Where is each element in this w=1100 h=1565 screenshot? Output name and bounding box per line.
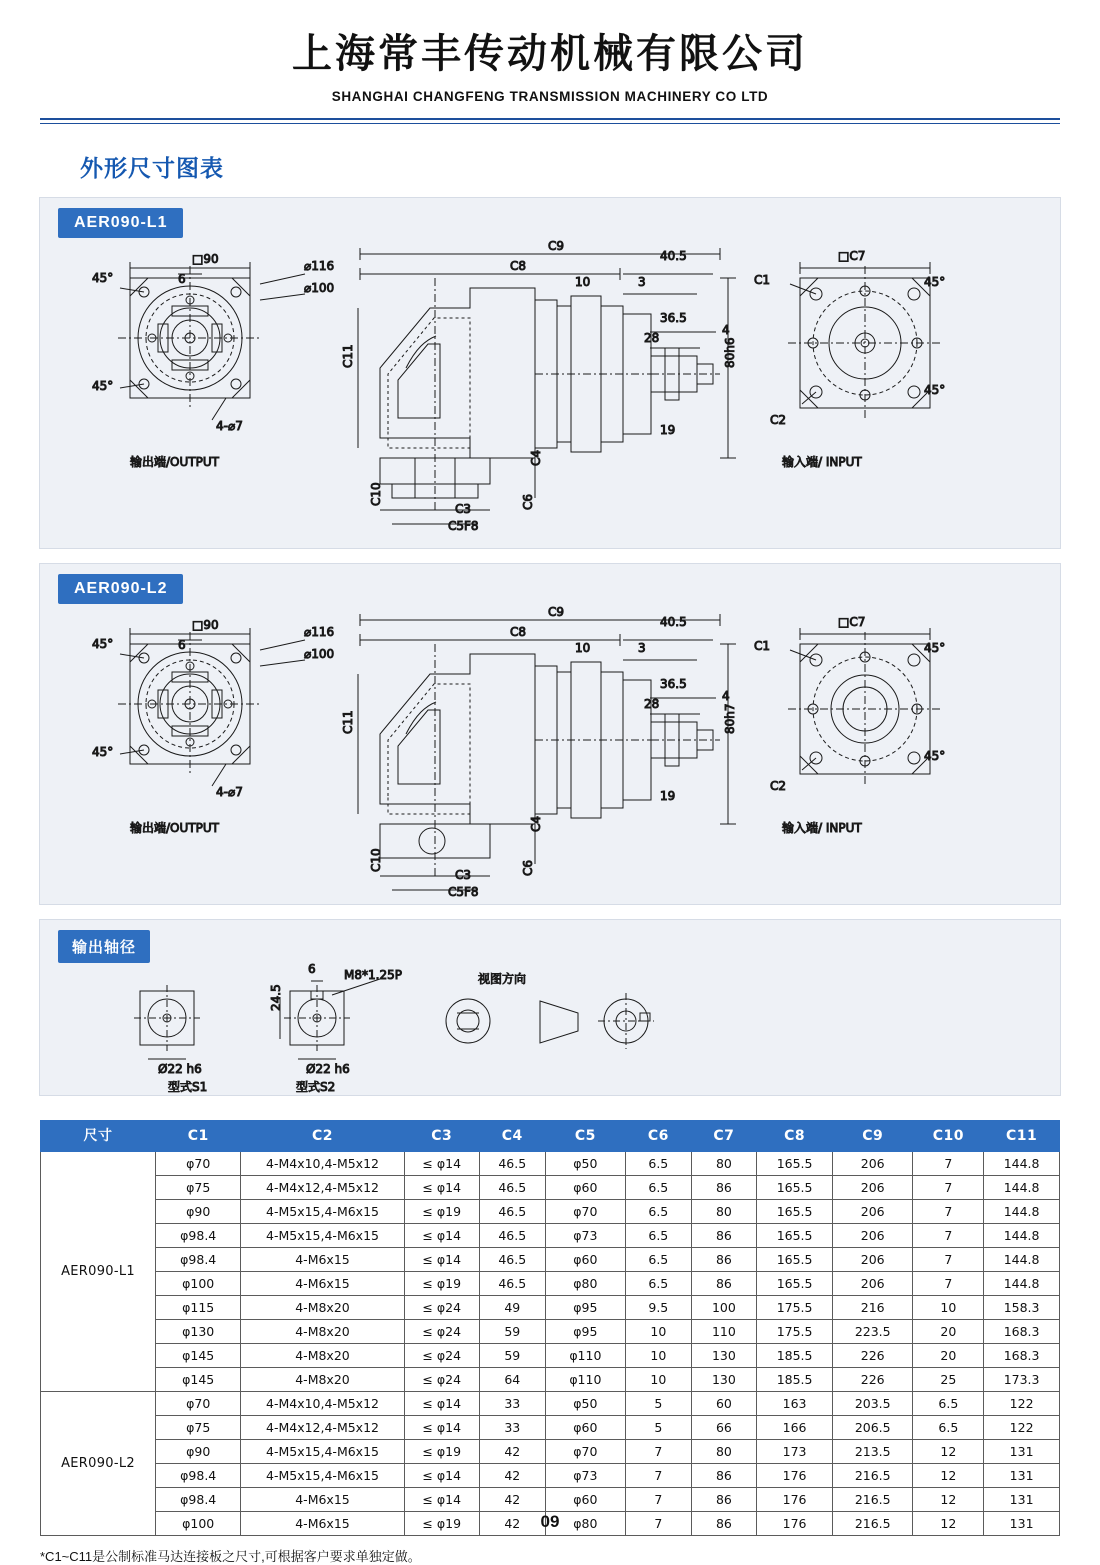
- table-cell: φ110: [545, 1344, 625, 1368]
- company-name-cn: 上海常丰传动机械有限公司: [292, 31, 808, 77]
- table-cell: 4-M8x20: [241, 1320, 404, 1344]
- table-cell: ≤ φ19: [404, 1512, 479, 1536]
- table-cell: 86: [691, 1272, 757, 1296]
- table-cell: 4-M4x12,4-M5x12: [241, 1416, 404, 1440]
- table-cell: 173: [757, 1440, 833, 1464]
- table-cell: φ145: [156, 1368, 241, 1392]
- table-cell: 10: [626, 1320, 692, 1344]
- table-row: [41, 1320, 1060, 1344]
- table-cell: φ95: [545, 1296, 625, 1320]
- table-cell: 206: [832, 1224, 913, 1248]
- table-cell: φ60: [545, 1248, 625, 1272]
- header-divider: [40, 118, 1060, 124]
- table-cell: 131: [984, 1464, 1060, 1488]
- table-row: [41, 1176, 1060, 1200]
- table-cell: φ80: [545, 1272, 625, 1296]
- drawing-l2: [40, 604, 1060, 904]
- dim-c4-l2: C4: [529, 815, 543, 832]
- dim-c2-l2: C2: [770, 779, 787, 793]
- dim-c8-l1: C8: [510, 259, 527, 273]
- table-cell: 144.8: [984, 1176, 1060, 1200]
- input-label-l2: 输入端/ INPUT: [782, 821, 862, 835]
- table-cell: 86: [691, 1488, 757, 1512]
- table-cell: 144.8: [984, 1152, 1060, 1176]
- shaft-svg: [40, 963, 1058, 1095]
- table-cell: ≤ φ14: [404, 1224, 479, 1248]
- table-cell: 10: [913, 1296, 984, 1320]
- table-cell: 206: [832, 1248, 913, 1272]
- table-cell: 80: [691, 1152, 757, 1176]
- table-row: [41, 1296, 1060, 1320]
- table-cell: ≤ φ14: [404, 1416, 479, 1440]
- table-cell: 6.5: [626, 1176, 692, 1200]
- dim-365-l1: 36.5: [660, 311, 687, 325]
- table-cell: 7: [913, 1272, 984, 1296]
- th-0: 尺寸: [41, 1121, 156, 1152]
- dim-angle-3-l1: 45°: [924, 275, 946, 289]
- dim-4-l1: 4: [722, 323, 730, 337]
- table-cell: 49: [479, 1296, 545, 1320]
- shaft-s1-label: 型式S1: [168, 1080, 208, 1094]
- table-cell: 144.8: [984, 1272, 1060, 1296]
- dim-c10-l2: C10: [369, 848, 383, 872]
- table-cell: 4-M5x15,4-M6x15: [241, 1200, 404, 1224]
- th-6: C6: [626, 1121, 692, 1152]
- dim-c5-l2: C5F8: [448, 885, 479, 899]
- dim-c4-l1: C4: [529, 449, 543, 466]
- table-cell: 7: [913, 1176, 984, 1200]
- table-cell: φ90: [156, 1200, 241, 1224]
- th-9: C9: [832, 1121, 913, 1152]
- table-cell: φ73: [545, 1224, 625, 1248]
- table-cell: φ70: [545, 1200, 625, 1224]
- table-row: [41, 1152, 1060, 1176]
- table-cell: 42: [479, 1488, 545, 1512]
- dim-c10-l1: C10: [369, 482, 383, 506]
- table-cell: 7: [913, 1224, 984, 1248]
- table-cell: 42: [479, 1464, 545, 1488]
- shaft-s2-dia: Ø22 h6: [306, 1062, 350, 1076]
- table-cell: ≤ φ24: [404, 1320, 479, 1344]
- panel-tab-l2: AER090-L2: [58, 574, 183, 604]
- th-11: C11: [984, 1121, 1060, 1152]
- table-cell: φ98.4: [156, 1224, 241, 1248]
- table-cell: 4-M6x15: [241, 1248, 404, 1272]
- output-label-l2: 输出端/OUTPUT: [130, 821, 219, 835]
- table-row: [41, 1488, 1060, 1512]
- table-cell: 4-M8x20: [241, 1368, 404, 1392]
- page-number: 09: [540, 1512, 560, 1531]
- dim-shaft-l1: 80h6: [723, 337, 737, 368]
- panel-tab-l1: AER090-L1: [58, 208, 183, 238]
- table-cell: 86: [691, 1464, 757, 1488]
- company-name-en: SHANGHAI CHANGFENG TRANSMISSION MACHINERY CO LTD: [331, 89, 769, 104]
- table-cell: 165.5: [757, 1248, 833, 1272]
- table-cell: 185.5: [757, 1368, 833, 1392]
- table-cell: 213.5: [832, 1440, 913, 1464]
- table-cell: 122: [984, 1392, 1060, 1416]
- table-cell: 206: [832, 1152, 913, 1176]
- th-1: C1: [156, 1121, 241, 1152]
- table-cell: φ70: [156, 1152, 241, 1176]
- table-cell: 216.5: [832, 1488, 913, 1512]
- table-cell: 185.5: [757, 1344, 833, 1368]
- shaft-s2-six: 6: [308, 963, 316, 976]
- table-cell: ≤ φ14: [404, 1152, 479, 1176]
- th-3: C3: [404, 1121, 479, 1152]
- table-body: [41, 1152, 1060, 1536]
- table-cell: 4-M6x15: [241, 1272, 404, 1296]
- section-title: 外形尺寸图表: [80, 155, 224, 181]
- table-model-cell: AER090-L2: [41, 1392, 156, 1536]
- table-row: [41, 1464, 1060, 1488]
- table-cell: 10: [626, 1368, 692, 1392]
- dim-10-l1: 10: [575, 275, 591, 289]
- dim-405-l1: 40.5: [660, 249, 687, 263]
- table-cell: 131: [984, 1440, 1060, 1464]
- th-7: C7: [691, 1121, 757, 1152]
- table-cell: 7: [626, 1512, 692, 1536]
- table-cell: 6.5: [913, 1416, 984, 1440]
- table-row: [41, 1416, 1060, 1440]
- page-header: [0, 0, 1100, 104]
- shaft-s2-245: 24.5: [269, 984, 283, 1011]
- table-cell: 80: [691, 1440, 757, 1464]
- table-cell: 4-M5x15,4-M6x15: [241, 1224, 404, 1248]
- table-cell: 4-M8x20: [241, 1344, 404, 1368]
- input-label-l1: 输入端/ INPUT: [782, 455, 862, 469]
- table-cell: 165.5: [757, 1224, 833, 1248]
- table-cell: 86: [691, 1248, 757, 1272]
- table-cell: φ60: [545, 1176, 625, 1200]
- table-cell: 216: [832, 1296, 913, 1320]
- dim-28-l2: 28: [644, 697, 660, 711]
- table-cell: 4-M4x10,4-M5x12: [241, 1392, 404, 1416]
- dim-3-l2: 3: [638, 641, 646, 655]
- table-cell: 206: [832, 1272, 913, 1296]
- table-cell: φ50: [545, 1392, 625, 1416]
- dim-365-l2: 36.5: [660, 677, 687, 691]
- table-cell: 144.8: [984, 1200, 1060, 1224]
- table-cell: 226: [832, 1368, 913, 1392]
- table-cell: φ100: [156, 1272, 241, 1296]
- table-cell: 7: [913, 1248, 984, 1272]
- dim-c5-l1: C5F8: [448, 519, 479, 533]
- table-cell: φ98.4: [156, 1488, 241, 1512]
- table-cell: 122: [984, 1416, 1060, 1440]
- table-cell: 46.5: [479, 1152, 545, 1176]
- table-cell: 216.5: [832, 1464, 913, 1488]
- drawing-panel-l2: [39, 563, 1061, 905]
- view-direction-label: 视图方向: [478, 972, 527, 986]
- dim-angle-1-l2: 45°: [92, 637, 114, 651]
- th-5: C5: [545, 1121, 625, 1152]
- table-cell: 166: [757, 1416, 833, 1440]
- dim-d116: ⌀116: [304, 259, 335, 273]
- table-cell: ≤ φ14: [404, 1176, 479, 1200]
- drawing-svg-l2: [40, 604, 1058, 904]
- table-cell: 4-M5x15,4-M6x15: [241, 1464, 404, 1488]
- table-row: [41, 1368, 1060, 1392]
- table-cell: ≤ φ14: [404, 1392, 479, 1416]
- table-cell: 12: [913, 1440, 984, 1464]
- table-cell: 4-M4x12,4-M5x12: [241, 1176, 404, 1200]
- table-cell: φ90: [156, 1440, 241, 1464]
- table-header-row: [41, 1121, 1060, 1152]
- dim-angle-4-l2: 45°: [924, 749, 946, 763]
- table-cell: 9.5: [626, 1296, 692, 1320]
- table-cell: 86: [691, 1176, 757, 1200]
- shaft-s2-thread: M8*1.25P: [344, 968, 402, 982]
- table-cell: 176: [757, 1464, 833, 1488]
- table-cell: 176: [757, 1488, 833, 1512]
- table-cell: 163: [757, 1392, 833, 1416]
- table-cell: 144.8: [984, 1248, 1060, 1272]
- dim-c9-l1: C9: [548, 239, 565, 253]
- table-cell: φ130: [156, 1320, 241, 1344]
- dim-d100-l2: ⌀100: [304, 647, 335, 661]
- shaft-panel: [39, 919, 1061, 1096]
- table-cell: 42: [479, 1440, 545, 1464]
- dim-c8-l2: C8: [510, 625, 527, 639]
- table-cell: 46.5: [479, 1200, 545, 1224]
- table-cell: 4-M5x15,4-M6x15: [241, 1440, 404, 1464]
- table-cell: 130: [691, 1344, 757, 1368]
- table-cell: 5: [626, 1416, 692, 1440]
- table-cell: φ70: [156, 1392, 241, 1416]
- dim-c6-l2: C6: [521, 859, 535, 876]
- dim-c11-l2: C11: [341, 710, 355, 734]
- table-cell: 20: [913, 1344, 984, 1368]
- dim-holes: 4-⌀7: [216, 419, 243, 433]
- dim-c2-l1: C2: [770, 413, 787, 427]
- table-cell: 12: [913, 1488, 984, 1512]
- table-cell: 25: [913, 1368, 984, 1392]
- table-cell: 86: [691, 1512, 757, 1536]
- table-cell: 6.5: [626, 1248, 692, 1272]
- table-cell: 4-M6x15: [241, 1512, 404, 1536]
- table-cell: φ70: [545, 1440, 625, 1464]
- table-cell: 5: [626, 1392, 692, 1416]
- table-cell: 100: [691, 1296, 757, 1320]
- table-cell: ≤ φ24: [404, 1296, 479, 1320]
- table-row: [41, 1200, 1060, 1224]
- dim-4-l2: 4: [722, 689, 730, 703]
- dim-c9-l2: C9: [548, 605, 565, 619]
- table-cell: 66: [691, 1416, 757, 1440]
- table-cell: 80: [691, 1200, 757, 1224]
- dim-six-l2: 6: [178, 638, 186, 652]
- table-cell: φ60: [545, 1488, 625, 1512]
- table-cell: φ98.4: [156, 1464, 241, 1488]
- dim-sq90-l2: □90: [192, 618, 219, 632]
- dim-28-l1: 28: [644, 331, 660, 345]
- table-cell: ≤ φ19: [404, 1200, 479, 1224]
- dimension-table: [40, 1120, 1060, 1536]
- table-cell: 64: [479, 1368, 545, 1392]
- table-cell: 46.5: [479, 1224, 545, 1248]
- table-cell: 206: [832, 1176, 913, 1200]
- table-cell: φ75: [156, 1416, 241, 1440]
- table-cell: 6.5: [626, 1272, 692, 1296]
- drawing-shaft: [40, 963, 1060, 1095]
- dim-angle-4-l1: 45°: [924, 383, 946, 397]
- table-cell: φ80: [545, 1512, 625, 1536]
- table-cell: 131: [984, 1512, 1060, 1536]
- table-cell: 33: [479, 1416, 545, 1440]
- table-cell: ≤ φ19: [404, 1272, 479, 1296]
- table-cell: 158.3: [984, 1296, 1060, 1320]
- table-cell: 4-M4x10,4-M5x12: [241, 1152, 404, 1176]
- table-cell: 86: [691, 1224, 757, 1248]
- table-cell: 46.5: [479, 1248, 545, 1272]
- dim-shaft-l2: 80h7: [723, 703, 737, 734]
- table-cell: 4-M6x15: [241, 1488, 404, 1512]
- table-cell: φ95: [545, 1320, 625, 1344]
- table-cell: 165.5: [757, 1176, 833, 1200]
- dim-angle-2: 45°: [92, 379, 114, 393]
- table-row: [41, 1392, 1060, 1416]
- dim-sqc7-l1: □C7: [838, 249, 866, 263]
- table-cell: 20: [913, 1320, 984, 1344]
- table-cell: 6.5: [913, 1392, 984, 1416]
- dimension-table-wrap: [40, 1120, 1060, 1536]
- drawing-l1: [40, 238, 1060, 548]
- drawing-svg-l1: [40, 238, 1058, 548]
- dim-19-l1: 19: [660, 423, 676, 437]
- table-cell: φ50: [545, 1152, 625, 1176]
- dim-angle-1: 45°: [92, 271, 114, 285]
- table-row: [41, 1344, 1060, 1368]
- table-cell: 223.5: [832, 1320, 913, 1344]
- table-cell: 12: [913, 1464, 984, 1488]
- table-cell: 7: [626, 1488, 692, 1512]
- dim-c3-l2: C3: [455, 868, 472, 882]
- dim-angle-3-l2: 45°: [924, 641, 946, 655]
- footnote: *C1~C11是公制标准马达连接板之尺寸,可根据客户要求单独定做。: [40, 1549, 421, 1564]
- table-row: [41, 1272, 1060, 1296]
- table-cell: 6.5: [626, 1152, 692, 1176]
- table-cell: ≤ φ14: [404, 1488, 479, 1512]
- dim-d116-l2: ⌀116: [304, 625, 335, 639]
- table-cell: 175.5: [757, 1296, 833, 1320]
- table-cell: φ145: [156, 1344, 241, 1368]
- dim-c1-l1: C1: [754, 273, 771, 287]
- dim-3-l1: 3: [638, 275, 646, 289]
- table-cell: 226: [832, 1344, 913, 1368]
- table-cell: φ98.4: [156, 1248, 241, 1272]
- table-cell: 168.3: [984, 1320, 1060, 1344]
- dim-10-l2: 10: [575, 641, 591, 655]
- table-cell: 144.8: [984, 1224, 1060, 1248]
- dim-19-l2: 19: [660, 789, 676, 803]
- th-2: C2: [241, 1121, 404, 1152]
- table-cell: 7: [626, 1464, 692, 1488]
- table-cell: ≤ φ14: [404, 1248, 479, 1272]
- shaft-s1-dia: Ø22 h6: [158, 1062, 202, 1076]
- table-cell: φ110: [545, 1368, 625, 1392]
- drawing-panel-l1: [39, 197, 1061, 549]
- table-cell: 59: [479, 1320, 545, 1344]
- panel-tab-shaft: 输出轴径: [58, 930, 150, 963]
- table-cell: 33: [479, 1392, 545, 1416]
- table-model-cell: AER090-L1: [41, 1152, 156, 1392]
- table-row: [41, 1440, 1060, 1464]
- table-cell: φ75: [156, 1176, 241, 1200]
- dim-c11-l1: C11: [341, 344, 355, 368]
- table-cell: 168.3: [984, 1344, 1060, 1368]
- table-cell: ≤ φ24: [404, 1368, 479, 1392]
- th-4: C4: [479, 1121, 545, 1152]
- table-cell: 110: [691, 1320, 757, 1344]
- dim-c1-l2: C1: [754, 639, 771, 653]
- th-10: C10: [913, 1121, 984, 1152]
- dim-c3-l1: C3: [455, 502, 472, 516]
- table-cell: 7: [913, 1200, 984, 1224]
- dim-c6-l1: C6: [521, 493, 535, 510]
- table-row: [41, 1248, 1060, 1272]
- table-cell: 46.5: [479, 1272, 545, 1296]
- dim-sq90: □90: [192, 252, 219, 266]
- table-cell: 165.5: [757, 1272, 833, 1296]
- table-cell: 6.5: [626, 1200, 692, 1224]
- table-cell: 173.3: [984, 1368, 1060, 1392]
- table-cell: 206.5: [832, 1416, 913, 1440]
- dim-d100: ⌀100: [304, 281, 335, 295]
- table-cell: 165.5: [757, 1200, 833, 1224]
- table-cell: ≤ φ24: [404, 1344, 479, 1368]
- dim-six: 6: [178, 272, 186, 286]
- table-row: [41, 1224, 1060, 1248]
- table-cell: 165.5: [757, 1152, 833, 1176]
- table-cell: 6.5: [626, 1224, 692, 1248]
- table-cell: 7: [626, 1440, 692, 1464]
- table-cell: 46.5: [479, 1176, 545, 1200]
- table-cell: 130: [691, 1368, 757, 1392]
- table-cell: 12: [913, 1512, 984, 1536]
- table-cell: 4-M8x20: [241, 1296, 404, 1320]
- th-8: C8: [757, 1121, 833, 1152]
- table-cell: φ100: [156, 1512, 241, 1536]
- table-cell: 203.5: [832, 1392, 913, 1416]
- table-cell: 176: [757, 1512, 833, 1536]
- table-cell: 175.5: [757, 1320, 833, 1344]
- table-cell: 60: [691, 1392, 757, 1416]
- table-cell: 131: [984, 1488, 1060, 1512]
- table-cell: φ115: [156, 1296, 241, 1320]
- table-cell: 59: [479, 1344, 545, 1368]
- output-label-l1: 输出端/OUTPUT: [130, 455, 219, 469]
- dim-angle-2-l2: 45°: [92, 745, 114, 759]
- dim-sqc7-l2: □C7: [838, 615, 866, 629]
- shaft-s2-label: 型式S2: [296, 1080, 336, 1094]
- table-cell: ≤ φ19: [404, 1440, 479, 1464]
- table-cell: 42: [479, 1512, 545, 1536]
- table-cell: ≤ φ14: [404, 1464, 479, 1488]
- table-cell: 216.5: [832, 1512, 913, 1536]
- table-cell: 10: [626, 1344, 692, 1368]
- table-cell: 206: [832, 1200, 913, 1224]
- table-cell: φ60: [545, 1416, 625, 1440]
- dim-405-l2: 40.5: [660, 615, 687, 629]
- table-cell: 7: [913, 1152, 984, 1176]
- table-cell: φ73: [545, 1464, 625, 1488]
- dim-holes-l2: 4-⌀7: [216, 785, 243, 799]
